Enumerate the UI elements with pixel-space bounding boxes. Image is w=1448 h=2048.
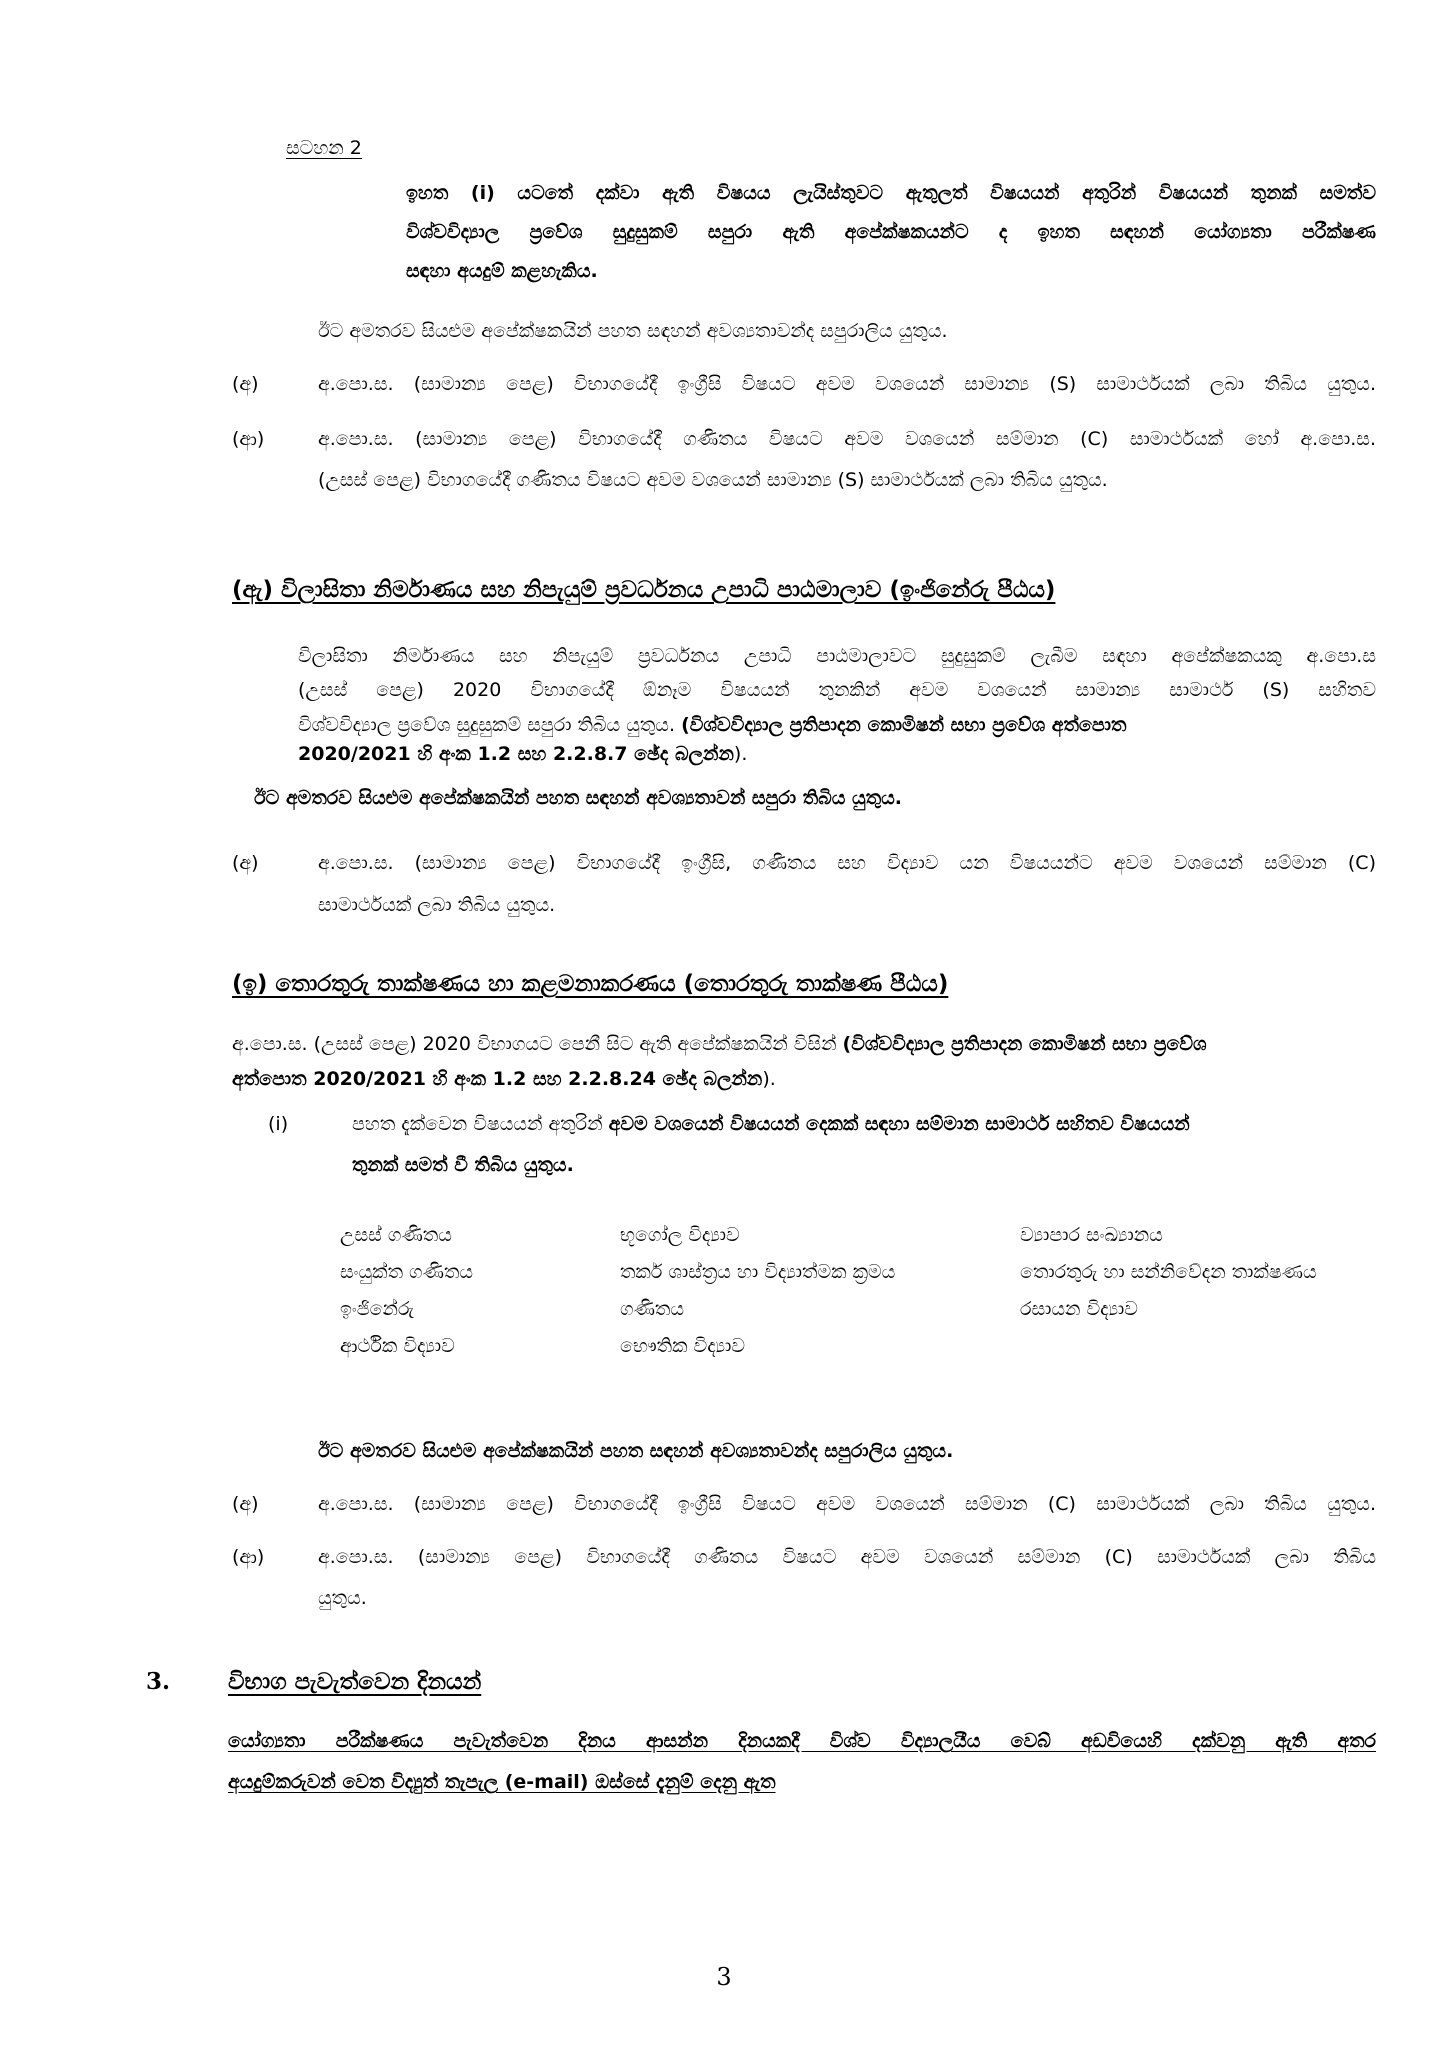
subject-r4-c2: භෞතික විද්‍යාව <box>620 1335 745 1357</box>
section-i-intro-line-1 <box>232 1031 1207 1057</box>
subject-r1-c3: ව්‍යාපාර සංඛ්‍යානය <box>1020 1224 1163 1246</box>
section-ae-para-line-4-bold: 2020/2021 හි අංක 1.2 සහ 2.2.8.7 ඡේද බලන්න <box>298 743 734 765</box>
subject-r1-c2: භූගෝල විද්‍යාව <box>620 1224 740 1246</box>
subject-r4-c1: ආර්ථික විද්‍යාව <box>340 1335 455 1357</box>
section-3-body-line-2: අයදුම්කරුවන් වෙත විද්‍යුත් තැපැල (e-mail) ඔස්සේ දැනුම් දෙනු ඇත <box>228 1771 776 1793</box>
subject-r3-c2: ගණිතය <box>620 1298 685 1320</box>
section-ae-para-line-3 <box>298 712 1126 738</box>
subject-r3-c3: රසායන විද්‍යාව <box>1020 1298 1138 1320</box>
section-i-intro-normal: අ.පො.ස. (උසස් පෙළ) 2020 විභාගයට පෙනී සිට ඇති අපේක්ෂකයින් විසින් <box>232 1033 837 1055</box>
section-ae-para-line-3-normal: විශ්වවිද්‍යාල ප්‍රවේශ සුදුසුකම් සපුරා තිබිය යුතුය. <box>298 714 676 736</box>
subject-r1-c1: උසස් ගණිතය <box>340 1224 452 1246</box>
note2-item-aa-marker: (ආ) <box>232 428 265 450</box>
subject-r2-c3: තොරතුරු හා සන්නිවේදන තාක්ෂණය <box>1020 1261 1317 1283</box>
section-i-item-a-line-1: අ.පො.ස. (සාමාන්‍ය පෙළ) විභාගයේදී ඉංග්‍රීසි විෂයට අවම වශයෙන් සම්මාන (C) සාමාර්ථයක් ලබා තිබිය යුතුය. <box>318 1493 1376 1515</box>
note2-extra: ඊට අමතරව සියළුම අපේක්ෂකයින් පහත සඳහන් අවශ්‍යතාවන්ද සපුරාලිය යුතුය. <box>318 320 948 342</box>
subject-r3-c1: ඉංජිනේරු <box>340 1298 414 1320</box>
note2-item-a-marker: (අ) <box>232 373 259 395</box>
section-i-item-a-marker: (අ) <box>232 1493 259 1515</box>
note2-body-line-2: විශ්වවිද්‍යාල ප්‍රවේශ සුදුසුකම් සපුරා ඇති අපේක්ෂකයන්ට ද ඉහත සඳහන් යෝග්‍යතා පරීක්ෂණ <box>406 221 1376 243</box>
section-i-sub-line-1-bold: අවම වශයෙන් විෂයයන් දෙකක් සඳහා සම්මාන සාමාර්ථ සහිතව විෂයයන් <box>608 1113 1190 1135</box>
note2-body-line-1: ඉහත (i) යටතේ දක්වා ඇති විෂයය ලැයිස්තුවට ඇතුලත් විෂයයන් අතුරින් විෂයයන් තුනක් සමත්ව <box>406 182 1376 204</box>
section-i-item-aa-line-1: අ.පො.ස. (සාමාන්‍ය පෙළ) විභාගයේදී ගණිතය විෂයට අවම වශයෙන් සම්මාන (C) සාමාර්ථයක් ලබා තිබිය <box>318 1546 1376 1568</box>
section-i-item-aa-marker: (ආ) <box>232 1546 265 1568</box>
section-ae-para-line-4 <box>298 741 747 767</box>
section-ae-extra: ඊට අමතරව සියළුම අපේක්ෂකයින් පහත සඳහන් අවශ්‍යතාවන් සපුරා තිබිය යුතුය. <box>254 787 903 809</box>
section-i-extra: ඊට අමතරව සියළුම අපේක්ෂකයින් පහත සඳහන් අවශ්‍යතාවන්ද සපුරාලිය යුතුය. <box>318 1440 954 1462</box>
section-i-intro-line-2-bold: අත්පොත 2020/2021 හි අංක 1.2 සහ 2.2.8.24 ඡේද බලන්න <box>232 1068 763 1090</box>
note2-body-line-3: සඳහා අයදුම් කළහැකිය. <box>406 260 598 282</box>
section-i-intro-bold: (විශ්වවිද්‍යාල ප්‍රතිපාදන කොමිෂන් සභා ප්‍රවේශ <box>842 1033 1207 1055</box>
section-ae-item-a-line-1: අ.පො.ස. (සාමාන්‍ය පෙළ) විභාගයේදී ඉංග්‍රීසි, ගණිතය සහ විද්‍යාව යන විෂයයන්ට අවම වශයෙන් සම්මාන (C) <box>318 852 1376 874</box>
section-i-intro-line-2-tail: ). <box>762 1068 776 1090</box>
section-ae-para-line-4-tail: ). <box>733 743 748 765</box>
section-ae-item-a-line-2: සාමාර්ථයක් ලබා තිබිය යුතුය. <box>318 894 556 916</box>
section-ae-heading: (ඇ) විලාසිතා නිර්මාණය සහ නිපැයුම් ප්‍රවර්ධනය උපාධි පාඨමාලාව (ඉංජිනේරු පීඨය) <box>232 577 1056 603</box>
note2-item-a-line-1: අ.පො.ස. (සාමාන්‍ය පෙළ) විභාගයේදී ඉංග්‍රීසි විෂයට අවම වශයෙන් සාමාන්‍ය (S) සාමාර්ථයක් ලබා තිබිය යුතුය. <box>318 373 1376 395</box>
section-i-sub-line-2: තුනක් සමත් වී තිබිය යුතුය. <box>352 1154 574 1176</box>
note2-item-aa-line-2: (උසස් පෙළ) විභාගයේදී ගණිතය විෂයට අවම වශයෙන් සාමාන්‍ය (S) සාමාර්ථයක් ලබා තිබිය යුතුය. <box>318 469 1108 491</box>
section-i-heading: (ඉ) තොරතුරු තාක්ෂණය හා කළමනාකරණය (තොරතුරු තාක්ෂණ පීඨය) <box>232 971 949 997</box>
subject-r2-c1: සංයුක්ත ගණිතය <box>340 1261 474 1283</box>
section-3-number: 3. <box>146 1668 171 1695</box>
section-ae-item-a-marker: (අ) <box>232 852 259 874</box>
page-number: 3 <box>716 1963 732 1991</box>
section-3-body-line-1: යෝග්‍යතා පරීක්ෂණය පැවැත්වෙන දිනය ආසන්න දිනයකදී විශ්ව විද්‍යාලයීය වෙබ් අඩවියෙහි දක්වනු ඇති අතර <box>228 1730 1376 1752</box>
section-i-item-aa-line-2: යුතුය. <box>318 1587 367 1609</box>
section-i-sub-line-1 <box>352 1111 1190 1137</box>
section-ae-para-line-1: විලාසිතා නිර්මාණය සහ නිපැයුම් ප්‍රවර්ධනය උපාධි පාඨමාලාවට සුදුසුකම් ලැබීම සඳහා අපේක්ෂකයකු අ.පො.ස <box>298 645 1376 667</box>
section-i-sub-marker: (i) <box>268 1113 289 1135</box>
section-ae-para-line-3-bold: (විශ්වවිද්‍යාල ප්‍රතිපාදන කොමිෂන් සභා ප්‍රවේශ අත්පොත <box>681 714 1127 736</box>
note2-item-aa-line-1: අ.පො.ස. (සාමාන්‍ය පෙළ) විභාගයේදී ගණිතය විෂයට අවම වශයෙන් සම්මාන (C) සාමාර්ථයක් හෝ අ.පො.ස. <box>318 428 1376 450</box>
section-ae-para-line-2: (උසස් පෙළ) 2020 විභාගයේදී ඕනෑම විෂයයන් තුනකින් අවම වශයෙන් සාමාන්‍ය සාමාර්ථ (S) සහිතව <box>298 679 1376 701</box>
note2-title: සටහන 2 <box>286 137 362 159</box>
section-3-heading: විභාග පැවැත්වෙන දිනයන් <box>228 1669 482 1695</box>
section-i-sub-line-1-normal: පහත දැක්වෙන විෂයයන් අතුරින් <box>352 1113 603 1135</box>
section-i-intro-line-2 <box>232 1066 776 1092</box>
subject-r2-c2: තර්ක ශාස්ත්‍රය හා විද්‍යාත්මක ක්‍රමය <box>620 1261 896 1283</box>
